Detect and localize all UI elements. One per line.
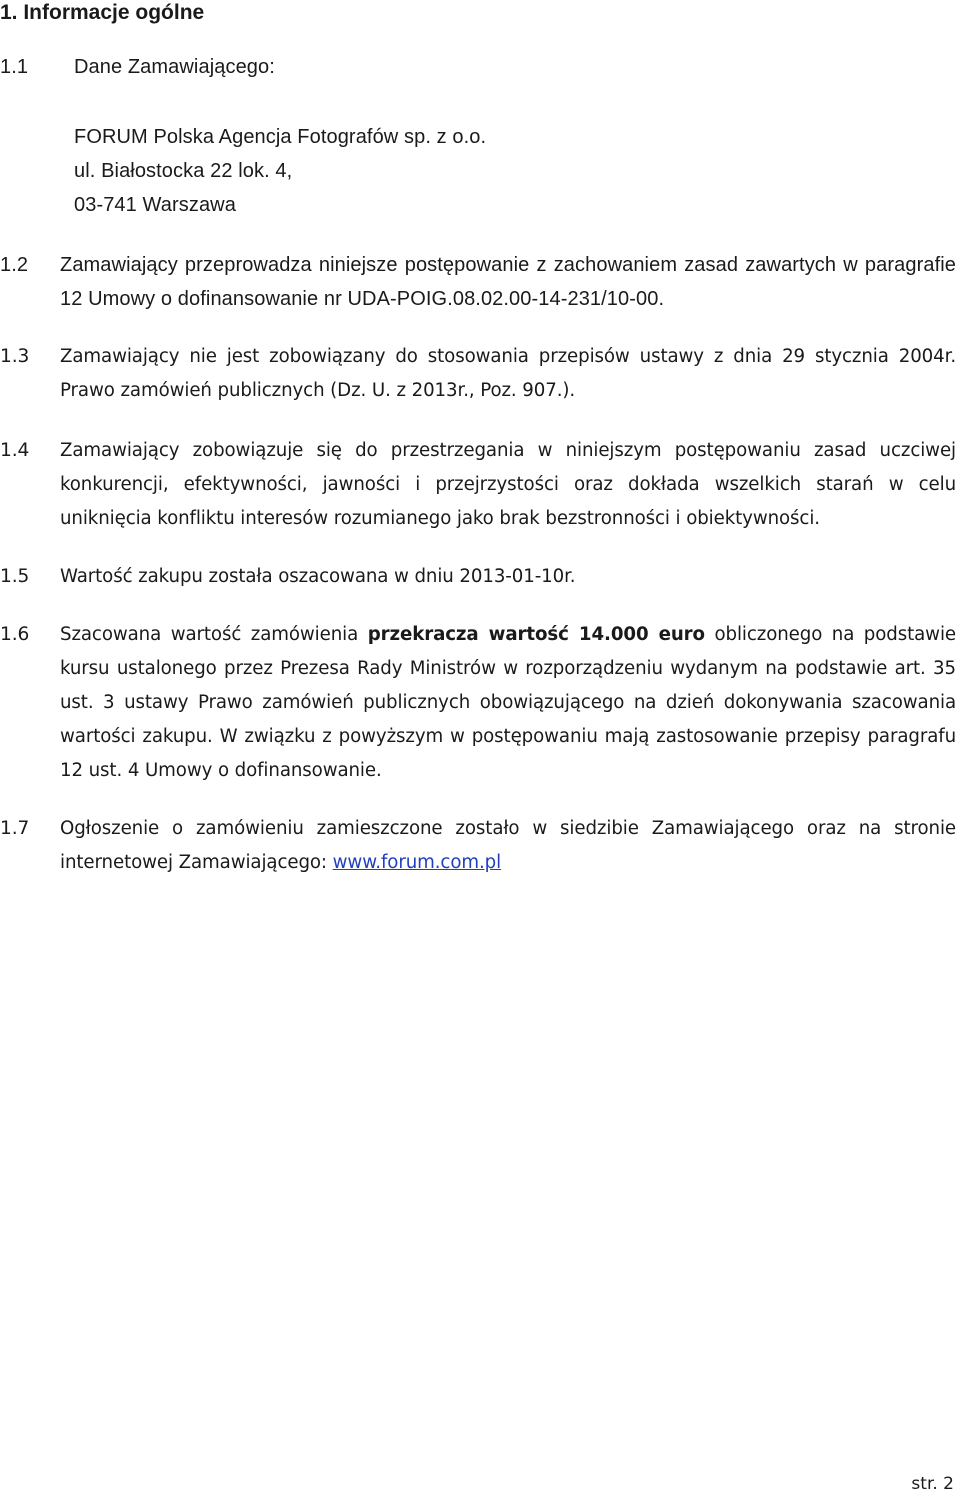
section-1-6-text-after: obliczonego na podstawie kursu ustalonego przez Prezesa Rady Ministrów w rozporządzeniu wydanym na podstawie art. 35 ust. 3 ustawy Prawo zamówień publicznych obowiązującego na dzień dokonywania szacowania wartości zakupu. W związku z powyższym w postępowaniu mają zastosowanie przepisy paragrafu 12 ust. 4 Umowy o dofinansowanie.: [60, 624, 956, 781]
section-1-3-text: Zamawiający nie jest zobowiązany do stosowania przepisów ustawy z dnia 29 stycznia 2004r. Prawo zamówień publicznych (Dz. U. z 2013r., Poz. 907.).: [60, 346, 956, 401]
section-1-5-text: Wartość zakupu została oszacowana w dniu 2013-01-10r.: [60, 566, 576, 587]
section-number-1-3: 1.3: [0, 346, 30, 367]
section-number-1-7: 1.7: [0, 818, 30, 839]
address-line-street: ul. Białostocka 22 lok. 4,: [74, 160, 293, 182]
section-1-7-text: [60, 812, 956, 880]
section-number-1-5: 1.5: [0, 566, 30, 587]
section-1-6-text: [60, 618, 956, 788]
section-number-1-6: 1.6: [0, 624, 30, 645]
section-number-1-4: 1.4: [0, 440, 30, 461]
address-line-company: FORUM Polska Agencja Fotografów sp. z o.o.: [74, 126, 487, 148]
address-line-city: 03-741 Warszawa: [74, 194, 236, 216]
website-link[interactable]: www.forum.com.pl: [332, 852, 502, 873]
section-1-4-text: Zamawiający zobowiązuje się do przestrzegania w niniejszym postępowaniu zasad uczciwej konkurencji, efektywności, jawności i przejrzystości oraz dokłada wszelkich starań w celu uniknięcia konfliktu interesów rozumianego jako brak bezstronności i obiektywności.: [60, 440, 956, 529]
section-1-2-text: Zamawiający przeprowadza niniejsze postępowanie z zachowaniem zasad zawartych w paragrafie 12 Umowy o dofinansowanie nr UDA-POIG.08.02.00-14-231/10-00.: [60, 254, 956, 310]
section-number-1-2: 1.2: [0, 254, 29, 276]
section-1-7-text-body: Ogłoszenie o zamówieniu zamieszczone zostało w siedzibie Zamawiającego oraz na stronie internetowej Zamawiającego:: [60, 818, 956, 873]
section-1-6-text-before: Szacowana wartość zamówienia: [60, 624, 368, 645]
section-heading: 1. Informacje ogólne: [0, 1, 205, 24]
page-number: str. 2: [911, 1474, 954, 1494]
section-1-1-text: Dane Zamawiającego:: [74, 56, 275, 78]
section-number-1-1: 1.1: [0, 56, 29, 78]
section-1-6-text-bold: przekracza wartość 14.000 euro: [367, 624, 705, 645]
